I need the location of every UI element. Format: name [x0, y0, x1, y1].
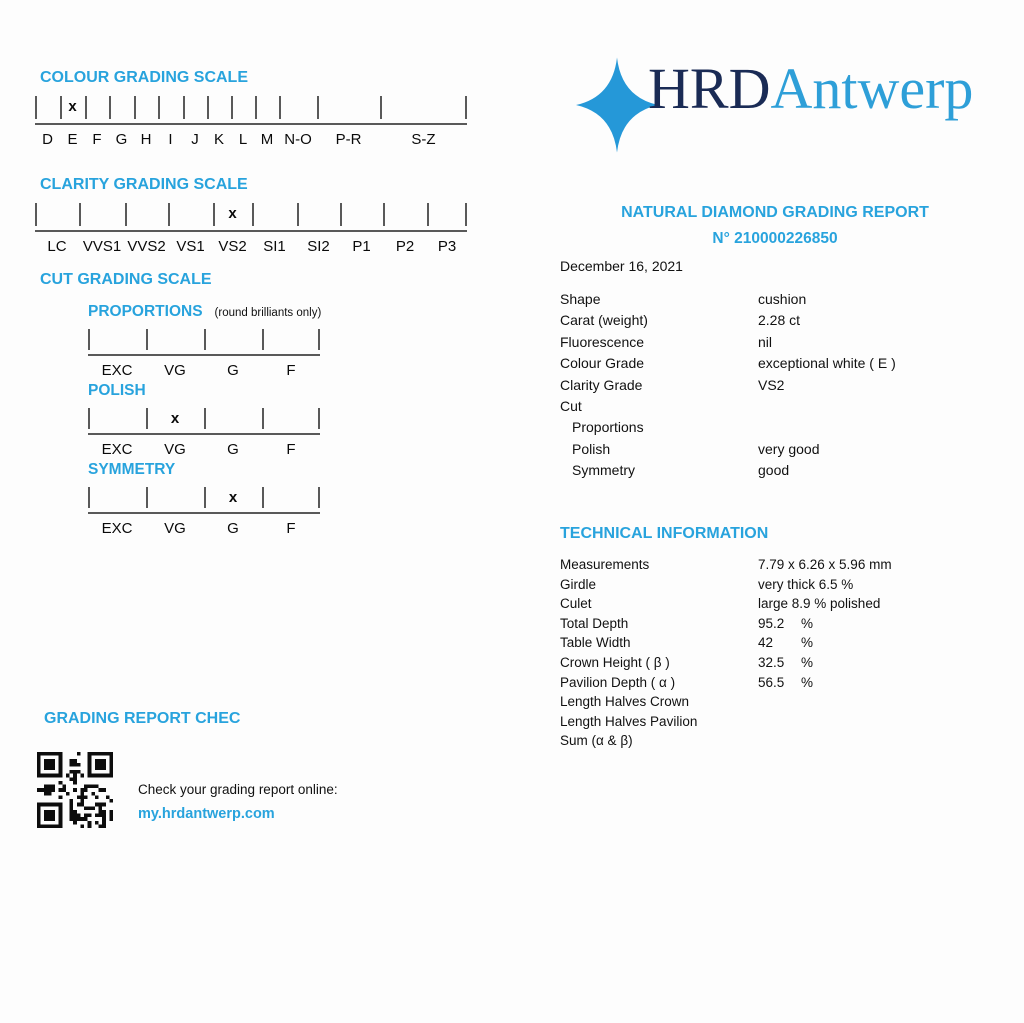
spec-value: good [758, 462, 790, 479]
scale-label-VVS1: VVS1 [82, 238, 122, 255]
grade-mark-E: x [68, 98, 77, 115]
spec-unit: % [801, 635, 814, 651]
spec-label: Girdle [560, 576, 597, 592]
colour-grading-section [35, 69, 467, 151]
scale-tick [183, 96, 185, 119]
proportions-title: PROPORTIONS [88, 303, 203, 320]
colour-scale [35, 96, 467, 151]
polish-scale [88, 408, 320, 461]
scale-label-G: G [115, 131, 128, 148]
scale-label-H: H [140, 131, 152, 148]
scale-tick [88, 329, 90, 350]
spec-value: 95.2 [758, 615, 785, 631]
polish-title: POLISH [88, 382, 146, 399]
spec-label: Proportions [572, 419, 644, 436]
scale-tick [427, 203, 429, 226]
scale-label-G: G [227, 362, 239, 379]
scale-label-EXC: EXC [101, 362, 133, 379]
spec-label: Length Halves Pavilion [560, 713, 698, 729]
spec-unit: % [801, 615, 814, 631]
scale-label-P3: P3 [437, 238, 457, 255]
scale-tick [158, 96, 160, 119]
scale-tick [146, 487, 148, 508]
spec-value: 56.5 [758, 674, 785, 690]
scale-tick [88, 487, 90, 508]
symmetry-scale-labels [88, 520, 320, 540]
scale-tick [380, 96, 382, 119]
scale-tick [340, 203, 342, 226]
scale-tick [125, 203, 127, 226]
symmetry-title: SYMMETRY [88, 461, 176, 478]
scale-tick [134, 96, 136, 119]
scale-label-I: I [168, 131, 173, 148]
scale-tick [168, 203, 170, 226]
scale-tick [383, 203, 385, 226]
spec-value: 7.79 x 6.26 x 5.96 mm [758, 557, 892, 572]
spec-label: Crown Height ( β ) [560, 654, 670, 670]
scale-label-SI2: SI2 [307, 238, 330, 255]
scale-tick [318, 487, 320, 508]
spec-label: Pavilion Depth ( α ) [560, 674, 676, 690]
cut-scale-title: CUT GRADING SCALE [40, 271, 212, 288]
clarity-grading-section [35, 176, 467, 258]
proportions-section [88, 303, 321, 382]
check-online-caption: Check your grading report online: [138, 782, 338, 797]
spec-label: Colour Grade [560, 355, 645, 372]
scale-tick [231, 96, 233, 119]
scale-tick [109, 96, 111, 119]
symmetry-section [88, 461, 320, 540]
grade-mark-VS2: x [228, 205, 237, 222]
scale-tick [79, 203, 81, 226]
spec-value: 32.5 [758, 654, 785, 670]
scale-label-SI1: SI1 [263, 238, 286, 255]
scale-tick [317, 96, 319, 119]
spec-label: Table Width [560, 635, 631, 651]
scale-label-VS2: VS2 [218, 238, 247, 255]
spec-label: Sum (α & β) [560, 733, 633, 749]
scale-label-F: F [286, 520, 296, 537]
scale-label-EXC: EXC [101, 520, 133, 537]
scale-tick [255, 96, 257, 119]
scale-tick [318, 408, 320, 429]
proportions-scale-labels [88, 362, 320, 382]
clarity-scale-title: CLARITY GRADING SCALE [40, 176, 248, 193]
scale-tick [85, 96, 87, 119]
scale-tick [213, 203, 215, 226]
colour-scale-title: COLOUR GRADING SCALE [40, 69, 248, 86]
scale-tick [465, 203, 467, 226]
scale-label-J: J [191, 131, 199, 148]
scale-label-P2: P2 [395, 238, 415, 255]
scale-label-K: K [213, 131, 225, 148]
polish-ruler [88, 408, 320, 435]
spec-label: Culet [560, 596, 592, 612]
colour-ruler [35, 96, 467, 125]
grade-mark-G: x [228, 489, 238, 506]
scale-tick [35, 96, 37, 119]
symmetry-ruler [88, 487, 320, 514]
spec-value: 42 [758, 635, 774, 651]
scale-tick [88, 408, 90, 429]
spec-label: Fluorescence [560, 333, 645, 350]
scale-tick [146, 408, 148, 429]
spec-label: Polish [572, 440, 611, 457]
scale-label-VS1: VS1 [176, 238, 205, 255]
spec-label: Total Depth [560, 615, 629, 631]
scale-label-L: L [238, 131, 248, 148]
hrd-antwerp-logo [648, 56, 974, 121]
spec-label: Length Halves Crown [560, 694, 690, 710]
scale-tick [204, 408, 206, 429]
clarity-scale [35, 203, 467, 258]
scale-label-G: G [227, 441, 239, 458]
scale-label-M: M [260, 131, 274, 148]
spec-label: Carat (weight) [560, 312, 648, 329]
spec-label: Shape [560, 291, 601, 307]
grade-mark-VG: x [170, 410, 180, 427]
spec-label: Clarity Grade [560, 376, 643, 393]
scale-label-N-O: N-O [284, 131, 312, 148]
proportions-ruler [88, 329, 320, 356]
scale-label-D: D [42, 131, 53, 148]
colour-scale-labels [35, 131, 467, 151]
technical-info-title: TECHNICAL INFORMATION [560, 525, 769, 542]
scale-label-S-Z: S-Z [411, 131, 436, 148]
scale-tick [207, 96, 209, 119]
scale-tick [204, 329, 206, 350]
scale-label-VVS2: VVS2 [127, 238, 166, 255]
proportions-note: (round brilliants only) [214, 307, 322, 319]
spec-value: nil [758, 333, 773, 350]
scale-label-P1: P1 [352, 238, 371, 255]
spec-value: large 8.9 % polished [758, 596, 881, 612]
clarity-ruler [35, 203, 467, 232]
scale-label-F: F [92, 131, 102, 148]
scale-tick [60, 96, 62, 119]
spec-unit: % [801, 654, 814, 670]
spec-value: cushion [758, 291, 807, 307]
scale-label-E: E [67, 131, 78, 148]
scale-label-VG: VG [164, 441, 186, 458]
scale-tick [262, 487, 264, 508]
report-check-title: GRADING REPORT CHEC [44, 710, 241, 727]
polish-scale-labels [88, 441, 320, 461]
proportions-title-row [88, 303, 321, 321]
spec-value: exceptional white ( E ) [758, 355, 896, 372]
spec-value: 2.28 ct [758, 312, 801, 329]
spec-label: Cut [560, 397, 582, 414]
logo-antwerp-text: Antwerp [770, 56, 974, 121]
report-check-link[interactable]: my.hrdantwerp.com [138, 806, 275, 822]
report-title: NATURAL DIAMOND GRADING REPORT [621, 204, 929, 221]
proportions-scale [88, 329, 321, 382]
scale-label-VG: VG [164, 362, 186, 379]
report-number: N° 210000226850 [712, 230, 838, 247]
scale-label-LC: LC [47, 238, 67, 255]
spec-value: very good [758, 440, 820, 457]
symmetry-scale [88, 487, 320, 540]
logo-hrd-text: HRD [648, 56, 771, 121]
report-date: December 16, 2021 [560, 258, 683, 274]
scale-tick [279, 96, 281, 119]
spec-unit: % [801, 674, 814, 690]
scale-label-G: G [227, 520, 239, 537]
scale-tick [204, 487, 206, 508]
spec-label: Measurements [560, 557, 650, 572]
scale-tick [35, 203, 37, 226]
qr-code-icon [37, 752, 113, 828]
sparkle-star-icon [576, 57, 658, 153]
spec-label: Symmetry [572, 462, 635, 479]
scale-label-F: F [286, 441, 296, 458]
polish-section [88, 382, 320, 461]
scale-tick [146, 329, 148, 350]
spec-value: very thick 6.5 % [758, 576, 854, 592]
scale-tick [318, 329, 320, 350]
scale-tick [297, 203, 299, 226]
scale-label-VG: VG [164, 520, 186, 537]
clarity-scale-labels [35, 238, 467, 258]
scale-label-EXC: EXC [101, 441, 133, 458]
spec-value: VS2 [758, 376, 785, 393]
scale-tick [465, 96, 467, 119]
scale-tick [262, 329, 264, 350]
scale-tick [252, 203, 254, 226]
scale-tick [262, 408, 264, 429]
scale-label-P-R: P-R [335, 131, 362, 148]
scale-label-F: F [286, 362, 296, 379]
